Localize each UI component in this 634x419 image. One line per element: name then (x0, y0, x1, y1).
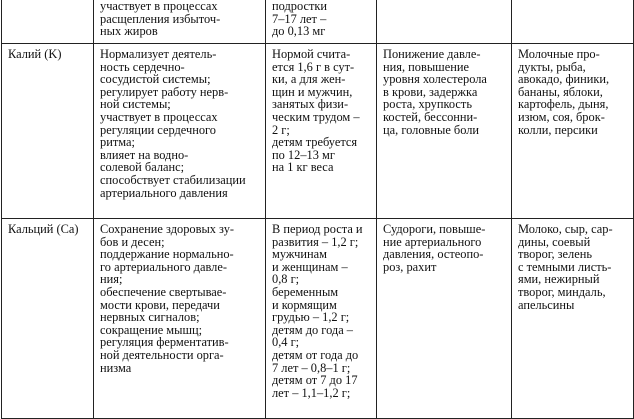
text-line: артериального давления (100, 185, 228, 200)
functions-cell (94, 0, 266, 44)
text-line: ритма; (100, 135, 135, 150)
text-line: регуляция ферментатив- (100, 335, 229, 350)
text-line: беременным (272, 284, 339, 299)
text-line: детям до года – (272, 322, 353, 337)
text-line: занятых физи- (272, 97, 349, 112)
text-line: Молочные про- (518, 47, 600, 61)
deficiency-cell (377, 44, 512, 219)
text-line: творог, миндаль, (518, 284, 606, 299)
text-line: ется 1,6 г в сут- (272, 59, 355, 74)
text-line: уровня холестерола (383, 72, 487, 87)
text-line: бананы, яблоки, (518, 84, 603, 99)
text-line: влияет на водно- (100, 147, 189, 162)
sources-cell (512, 44, 634, 219)
text-line: развития – 1,2 г; (272, 234, 359, 249)
text-line: ной системы; (100, 97, 171, 112)
nutrient-table (1, 0, 634, 419)
norm-cell (266, 219, 377, 419)
text-line: способствует стабилизации (100, 172, 246, 187)
text-line: 0,4 г; (272, 335, 300, 350)
text-line: ния; (100, 272, 123, 287)
element-cell (2, 0, 94, 44)
text-line: ца, головные боли (383, 122, 480, 137)
text-line: авокадо, финики, (518, 72, 610, 87)
text-line: детям от 7 до 17 (272, 373, 358, 388)
text-line: регулирует работу нерв- (100, 84, 229, 99)
text-line: участвует в процессах (100, 0, 218, 13)
text-line: поддержание нормально- (100, 247, 234, 262)
text-line: Молоко, сыр, сар- (518, 222, 613, 236)
text-line: роз, рахит (383, 259, 437, 274)
text-line: в крови, задержка (383, 84, 478, 99)
text-line: мужчинам (272, 247, 327, 262)
text-line: подростки (272, 0, 328, 13)
text-line: детям от года до (272, 347, 359, 362)
text-line: детям требуется (272, 135, 358, 150)
text-line: Сохранение здоровых зу- (100, 222, 235, 236)
sources-cell (512, 219, 634, 419)
text-line: с темными листь- (518, 259, 612, 274)
text-line: апельсины (518, 297, 575, 312)
text-line: регуляции сердечного (100, 122, 217, 137)
text-line: 0,8 г; (272, 272, 300, 287)
norm-cell (266, 44, 377, 219)
text-line: и кормящим (272, 297, 337, 312)
text-line: и женщинам – (272, 259, 348, 274)
text-line: дины, соевый (518, 234, 591, 249)
text-line: нервных сигналов; (100, 310, 200, 325)
text-line: солевой баланс; (100, 160, 185, 175)
text-line: 7 лет – 0,8–1 г; (272, 360, 351, 375)
text-line: колли, персики (518, 122, 598, 137)
text-line: грудью – 1,2 г; (272, 310, 350, 325)
table-row (2, 0, 634, 44)
text-line: ки, а для жен- (272, 72, 346, 87)
text-line: расщепления избыточ- (100, 11, 221, 26)
text-line: сокращение мышц; (100, 322, 203, 337)
text-line: Нормализует деятель- (100, 47, 217, 61)
text-line: изюм, соя, брок- (518, 109, 605, 124)
sources-cell (512, 0, 634, 44)
text-line: Нормой счита- (272, 47, 351, 61)
text-line: ями, нежирный (518, 272, 600, 287)
text-line: Кальций (Ca) (8, 222, 79, 236)
text-line: мости крови, передачи (100, 297, 220, 312)
text-line: бов и десен; (100, 234, 165, 249)
norm-cell (266, 0, 377, 44)
text-line: ние артериального (383, 234, 482, 249)
text-line: ния, повышение (383, 59, 469, 74)
text-line: участвует в процессах (100, 109, 218, 124)
text-line: ной деятельности орга- (100, 347, 224, 362)
table-row (2, 219, 634, 419)
text-line: обеспечение свертывае- (100, 284, 227, 299)
text-line: ных жиров (100, 24, 158, 39)
text-line: до 0,13 мг (272, 24, 326, 39)
text-line: В период роста и (272, 222, 363, 236)
text-line: ческим трудом – (272, 109, 360, 124)
text-line: Калий (K) (8, 47, 62, 61)
element-cell (2, 219, 94, 419)
table-row (2, 44, 634, 219)
text-line: 7–17 лет – (272, 11, 327, 26)
functions-cell (94, 44, 266, 219)
deficiency-cell (377, 219, 512, 419)
text-line: 2 г; (272, 122, 290, 137)
text-line: сосудистой системы; (100, 72, 211, 87)
text-line: творог, зелень (518, 247, 593, 262)
element-cell (2, 44, 94, 219)
functions-cell (94, 219, 266, 419)
text-line: Понижение давле- (383, 47, 481, 61)
deficiency-cell (377, 0, 512, 44)
text-line: дукты, рыба, (518, 59, 586, 74)
text-line: лет – 1,1–1,2 г; (272, 385, 351, 400)
text-line: низма (100, 360, 132, 375)
text-line: роста, хрупкость (383, 97, 472, 112)
text-line: костей, бессонни- (383, 109, 478, 124)
text-line: ность сердечно- (100, 59, 185, 74)
text-line: го артериального давле- (100, 259, 227, 274)
text-line: щин и мужчин, (272, 84, 353, 99)
text-line: Судороги, повыше- (383, 222, 486, 236)
text-line: давления, остеопо- (383, 247, 484, 262)
text-line: на 1 кг веса (272, 160, 334, 175)
text-line: картофель, дыня, (518, 97, 609, 112)
text-line: по 12–13 мг (272, 147, 335, 162)
